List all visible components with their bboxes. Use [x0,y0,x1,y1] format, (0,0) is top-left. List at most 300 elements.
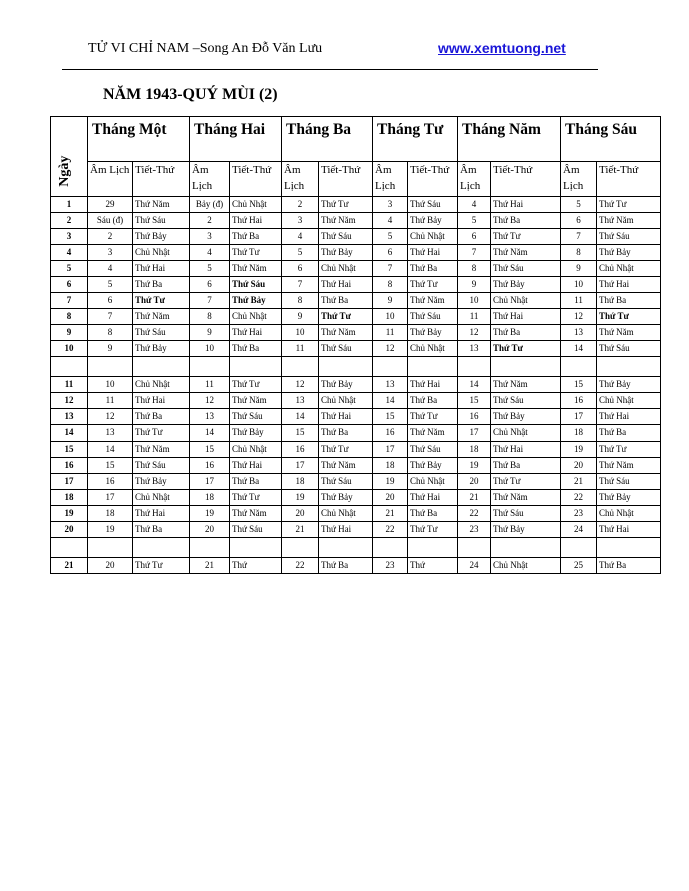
tiet-thu-cell: Chủ Nhật [133,377,190,393]
am-lich-cell: 18 [190,489,230,505]
am-lich-cell: 13 [561,325,597,341]
page-title: NĂM 1943-QUÝ MÙI (2) [103,86,278,103]
table-row [51,377,661,393]
tiet-thu-cell: Thứ Ba [133,409,190,425]
am-lich-cell: 19 [561,441,597,457]
tiet-thu-cell: Thứ Hai [491,441,561,457]
tiet-thu-cell: Thứ Ba [408,261,458,277]
tiet-thu-cell: Thứ Hai [408,245,458,261]
am-lich-cell: 22 [458,505,491,521]
table-row [51,261,661,277]
am-lich-cell: 19 [190,505,230,521]
am-lich-cell: 4 [458,196,491,212]
table-row [51,228,661,244]
am-lich-cell: 4 [88,261,133,277]
tiet-thu-cell [133,537,190,557]
tiet-thu-cell: Thứ Bảy [491,409,561,425]
am-lich-cell: 14 [561,341,597,357]
am-lich-cell [373,357,408,377]
am-lich-cell: 14 [373,393,408,409]
am-lich-cell: 8 [282,293,319,309]
tiet-thu-cell: Thứ Bảy [319,377,373,393]
am-lich-cell: 10 [561,277,597,293]
am-lich-cell: 8 [190,309,230,325]
am-lich-cell [88,537,133,557]
tiet-thu-cell: Thứ Sáu [491,505,561,521]
am-lich-cell [190,537,230,557]
am-lich-header: Âm Lịch [458,162,491,197]
tiet-thu-cell: Thứ Hai [230,457,282,473]
tiet-thu-cell: Thứ Tư [491,341,561,357]
am-lich-cell: 12 [88,409,133,425]
am-lich-cell: 7 [561,228,597,244]
month-header-3: Tháng Ba [282,117,373,162]
am-lich-cell: 13 [282,393,319,409]
am-lich-cell: 13 [190,409,230,425]
table-row [51,341,661,357]
am-lich-cell: 24 [561,521,597,537]
table-row [51,557,661,573]
am-lich-cell: 5 [88,277,133,293]
tiet-thu-cell: Thứ Sáu [230,521,282,537]
am-lich-cell: 9 [190,325,230,341]
am-lich-cell: 7 [282,277,319,293]
tiet-thu-cell [133,357,190,377]
table-row [51,196,661,212]
tiet-thu-cell: Thứ Sáu [491,261,561,277]
am-lich-cell: 3 [282,212,319,228]
tiet-thu-cell: Thứ Sáu [597,473,661,489]
am-lich-cell: 18 [88,505,133,521]
tiet-thu-cell: Thứ Bảy [133,473,190,489]
tiet-thu-cell: Thứ Tư [133,425,190,441]
table-row [51,425,661,441]
tiet-thu-cell: Thứ Năm [319,325,373,341]
tiet-thu-cell: Chủ Nhật [319,505,373,521]
am-lich-cell: 23 [373,557,408,573]
tiet-thu-cell: Chủ Nhật [408,473,458,489]
tiet-thu-cell: Thứ Ba [230,228,282,244]
tiet-thu-cell: Thứ Hai [319,409,373,425]
am-lich-cell: 18 [561,425,597,441]
am-lich-cell: 16 [282,441,319,457]
day-cell: 2 [51,212,88,228]
am-lich-header: Âm Lịch [282,162,319,197]
ngay-header [51,117,88,197]
day-cell: 21 [51,557,88,573]
tiet-thu-cell: Chủ Nhật [230,441,282,457]
tiet-thu-cell [597,357,661,377]
am-lich-cell: 29 [88,196,133,212]
tiet-thu-cell: Thứ Năm [491,245,561,261]
tiet-thu-cell: Thứ Ba [491,325,561,341]
am-lich-cell: 15 [458,393,491,409]
tiet-thu-cell [491,357,561,377]
tiet-thu-cell [408,357,458,377]
am-lich-cell: 6 [190,277,230,293]
day-cell: 15 [51,441,88,457]
tiet-thu-cell: Thứ Bảy [597,489,661,505]
am-lich-cell: 6 [373,245,408,261]
table-row [51,293,661,309]
tiet-thu-cell: Thứ Tư [597,309,661,325]
tiet-thu-cell: Thứ Ba [230,473,282,489]
am-lich-cell: 3 [373,196,408,212]
am-lich-cell [282,357,319,377]
tiet-thu-cell: Thứ Sáu [319,473,373,489]
tiet-thu-cell: Thứ Năm [408,425,458,441]
tiet-thu-cell: Thứ Năm [230,393,282,409]
am-lich-cell: 7 [373,261,408,277]
tiet-thu-cell: Chủ Nhật [133,245,190,261]
am-lich-cell [458,537,491,557]
lunar-calendar-table [50,116,661,574]
am-lich-cell: 22 [282,557,319,573]
tiet-thu-cell: Thứ Tư [408,409,458,425]
tiet-thu-cell: Thứ Hai [597,277,661,293]
tiet-thu-cell: Thứ Sáu [230,277,282,293]
tiet-thu-cell: Thứ Hai [408,377,458,393]
am-lich-cell: 20 [190,521,230,537]
tiet-thu-cell: Thứ Sáu [491,393,561,409]
am-lich-cell: 8 [458,261,491,277]
am-lich-cell: 23 [458,521,491,537]
table-row [51,457,661,473]
am-lich-cell: 5 [561,196,597,212]
am-lich-cell: 25 [561,557,597,573]
header-title: TỬ VI CHỈ NAM –Song An Đỗ Văn Lưu [88,41,323,56]
am-lich-cell: 17 [373,441,408,457]
am-lich-cell: 8 [373,277,408,293]
am-lich-cell: 20 [458,473,491,489]
tiet-thu-cell: Thứ Bảy [319,245,373,261]
am-lich-cell: 6 [88,293,133,309]
tiet-thu-cell: Thứ Sáu [597,228,661,244]
am-lich-cell: 2 [282,196,319,212]
am-lich-cell: 8 [561,245,597,261]
header-divider [62,69,598,70]
am-lich-cell [88,357,133,377]
tiet-thu-cell: Thứ Năm [319,212,373,228]
am-lich-cell: 7 [88,309,133,325]
table-row [51,505,661,521]
day-cell: 16 [51,457,88,473]
am-lich-cell: 14 [190,425,230,441]
am-lich-cell: 15 [282,425,319,441]
am-lich-cell: 16 [373,425,408,441]
am-lich-cell: 12 [373,341,408,357]
am-lich-cell: 9 [88,341,133,357]
tiet-thu-header: Tiết-Thứ [319,162,373,197]
tiet-thu-cell: Thứ Hai [133,261,190,277]
am-lich-cell: 11 [561,293,597,309]
table-row [51,393,661,409]
am-lich-cell: 20 [88,557,133,573]
am-lich-cell: 18 [458,441,491,457]
tiet-thu-cell: Thứ Bảy [597,377,661,393]
tiet-thu-cell: Thứ Sáu [319,228,373,244]
tiet-thu-cell [491,537,561,557]
day-cell: 4 [51,245,88,261]
day-cell [51,357,88,377]
tiet-thu-cell: Thứ Ba [491,212,561,228]
am-lich-cell: 8 [88,325,133,341]
am-lich-cell: 22 [561,489,597,505]
am-lich-cell: 5 [190,261,230,277]
tiet-thu-cell: Thứ Ba [597,293,661,309]
am-lich-cell: 17 [282,457,319,473]
am-lich-cell: 23 [561,505,597,521]
am-lich-cell: 14 [88,441,133,457]
am-lich-cell: 9 [561,261,597,277]
am-lich-cell: 2 [88,228,133,244]
am-lich-cell: 9 [373,293,408,309]
am-lich-cell: 10 [282,325,319,341]
am-lich-cell: 13 [88,425,133,441]
day-cell: 17 [51,473,88,489]
tiet-thu-cell: Chủ Nhật [491,425,561,441]
tiet-thu-cell: Thứ Tư [319,196,373,212]
tiet-thu-cell: Thứ Sáu [408,309,458,325]
am-lich-cell [561,357,597,377]
tiet-thu-cell: Thứ Hai [597,409,661,425]
am-lich-cell: 15 [373,409,408,425]
tiet-thu-cell: Thứ Bảy [408,325,458,341]
am-lich-cell: 11 [373,325,408,341]
tiet-thu-cell: Chủ Nhật [491,293,561,309]
table-row [51,357,661,377]
day-cell: 10 [51,341,88,357]
tiet-thu-cell: Thứ Sáu [133,325,190,341]
tiet-thu-cell: Thứ Ba [597,425,661,441]
am-lich-cell: Bảy (đ) [190,196,230,212]
tiet-thu-cell: Thứ Năm [408,293,458,309]
tiet-thu-cell: Thứ Năm [597,325,661,341]
am-lich-cell: 12 [458,325,491,341]
tiet-thu-cell: Thứ Năm [133,196,190,212]
table-row [51,489,661,505]
table-row [51,521,661,537]
tiet-thu-cell: Thứ Ba [597,557,661,573]
tiet-thu-cell [319,537,373,557]
tiet-thu-cell: Thứ Hai [319,521,373,537]
tiet-thu-cell: Thứ Ba [230,341,282,357]
am-lich-cell [190,357,230,377]
am-lich-cell: 11 [458,309,491,325]
tiet-thu-cell: Thứ Hai [319,277,373,293]
tiet-thu-cell: Thứ Ba [319,557,373,573]
tiet-thu-cell: Thứ Năm [491,377,561,393]
am-lich-cell: 18 [373,457,408,473]
table-row [51,473,661,489]
tiet-thu-cell: Chủ Nhật [319,261,373,277]
tiet-thu-cell: Thứ Tư [133,557,190,573]
tiet-thu-cell: Thứ Hai [230,212,282,228]
am-lich-cell: 3 [190,228,230,244]
am-lich-cell: 14 [282,409,319,425]
tiet-thu-cell: Thứ Hai [133,393,190,409]
tiet-thu-cell: Chủ Nhật [597,261,661,277]
tiet-thu-cell: Chủ Nhật [597,505,661,521]
table-row [51,277,661,293]
tiet-thu-cell: Thứ Tư [408,277,458,293]
am-lich-cell: Sáu (đ) [88,212,133,228]
am-lich-cell: 15 [88,457,133,473]
tiet-thu-cell [230,537,282,557]
month-header-2: Tháng Hai [190,117,282,162]
tiet-thu-cell: Thứ [230,557,282,573]
am-lich-cell: 24 [458,557,491,573]
day-cell: 1 [51,196,88,212]
am-lich-header: Âm Lịch [561,162,597,197]
am-lich-cell: 3 [88,245,133,261]
tiet-thu-cell: Chủ Nhật [491,557,561,573]
am-lich-cell: 22 [373,521,408,537]
am-lich-cell: 21 [458,489,491,505]
am-lich-cell: 5 [458,212,491,228]
am-lich-cell: 13 [458,341,491,357]
tiet-thu-cell: Thứ Tư [597,196,661,212]
am-lich-header: Âm Lịch [88,162,133,197]
tiet-thu-cell: Thứ Năm [133,309,190,325]
am-lich-cell: 19 [458,457,491,473]
am-lich-cell [458,357,491,377]
am-lich-cell: 7 [458,245,491,261]
tiet-thu-cell [408,537,458,557]
am-lich-cell: 6 [561,212,597,228]
tiet-thu-cell: Thứ Sáu [408,196,458,212]
tiet-thu-cell: Thứ Sáu [319,341,373,357]
tiet-thu-cell: Thứ Tư [230,245,282,261]
am-lich-cell: 17 [561,409,597,425]
tiet-thu-cell: Chủ Nhật [408,341,458,357]
tiet-thu-cell: Thứ Hai [408,489,458,505]
am-lich-cell: 6 [282,261,319,277]
tiet-thu-cell: Thứ Ba [491,457,561,473]
tiet-thu-cell: Thứ Sáu [230,409,282,425]
tiet-thu-cell: Thứ Sáu [133,457,190,473]
am-lich-cell: 16 [458,409,491,425]
am-lich-cell [282,537,319,557]
day-cell: 3 [51,228,88,244]
month-header-6: Tháng Sáu [561,117,661,162]
tiet-thu-cell: Thứ Bảy [230,293,282,309]
month-header-5: Tháng Năm [458,117,561,162]
day-cell: 11 [51,377,88,393]
month-header-4: Tháng Tư [373,117,458,162]
tiet-thu-cell: Thứ Năm [133,441,190,457]
day-cell: 19 [51,505,88,521]
tiet-thu-cell: Thứ Bảy [230,425,282,441]
am-lich-cell: 2 [190,212,230,228]
website-link[interactable]: www.xemtuong.net [438,40,566,56]
tiet-thu-cell: Thứ Bảy [491,521,561,537]
tiet-thu-cell: Thứ Sáu [597,341,661,357]
am-lich-cell: 14 [458,377,491,393]
tiet-thu-cell: Thứ Sáu [133,212,190,228]
tiet-thu-cell: Thứ Ba [408,393,458,409]
am-lich-cell: 4 [373,212,408,228]
am-lich-cell [373,537,408,557]
day-cell: 7 [51,293,88,309]
tiet-thu-cell: Thứ Bảy [408,457,458,473]
tiet-thu-header: Tiết-Thứ [491,162,561,197]
am-lich-cell: 6 [458,228,491,244]
am-lich-cell: 10 [458,293,491,309]
am-lich-cell: 21 [561,473,597,489]
ngay-label: Ngày [56,155,72,187]
tiet-thu-cell: Thứ Tư [319,309,373,325]
month-header-1: Tháng Một [88,117,190,162]
am-lich-cell: 17 [88,489,133,505]
tiet-thu-header: Tiết-Thứ [133,162,190,197]
day-cell: 12 [51,393,88,409]
tiet-thu-cell: Thứ Bảy [597,245,661,261]
tiet-thu-cell: Thứ Năm [597,212,661,228]
tiet-thu-cell: Thứ Bảy [319,489,373,505]
am-lich-cell: 16 [88,473,133,489]
tiet-thu-cell: Chủ Nhật [230,196,282,212]
tiet-thu-cell: Thứ Ba [133,277,190,293]
am-lich-cell: 19 [282,489,319,505]
tiet-thu-cell: Thứ Bảy [491,277,561,293]
tiet-thu-cell: Chủ Nhật [319,393,373,409]
tiet-thu-cell: Chủ Nhật [597,393,661,409]
tiet-thu-cell: Thứ Tư [491,228,561,244]
am-lich-cell: 21 [282,521,319,537]
tiet-thu-header: Tiết-Thứ [408,162,458,197]
am-lich-cell: 15 [190,441,230,457]
am-lich-cell: 13 [373,377,408,393]
am-lich-cell: 4 [190,245,230,261]
tiet-thu-cell: Thứ Hai [133,505,190,521]
table-row [51,309,661,325]
table-row [51,325,661,341]
am-lich-cell: 16 [561,393,597,409]
table-row [51,212,661,228]
am-lich-cell: 5 [282,245,319,261]
day-cell: 6 [51,277,88,293]
am-lich-cell: 5 [373,228,408,244]
am-lich-cell: 21 [373,505,408,521]
tiet-thu-cell: Thứ Hai [597,521,661,537]
am-lich-cell: 20 [561,457,597,473]
am-lich-cell: 15 [561,377,597,393]
tiet-thu-cell: Thứ Bảy [408,212,458,228]
am-lich-cell: 4 [282,228,319,244]
tiet-thu-cell [597,537,661,557]
am-lich-cell: 11 [282,341,319,357]
table-row [51,537,661,557]
am-lich-cell: 11 [88,393,133,409]
tiet-thu-cell: Chủ Nhật [408,228,458,244]
tiet-thu-cell: Thứ Tư [230,489,282,505]
tiet-thu-cell: Thứ Tư [319,441,373,457]
am-lich-cell: 11 [190,377,230,393]
am-lich-cell: 19 [373,473,408,489]
tiet-thu-cell: Chủ Nhật [230,309,282,325]
am-lich-cell [561,537,597,557]
day-cell: 9 [51,325,88,341]
am-lich-header: Âm Lịch [190,162,230,197]
tiet-thu-cell: Thứ Năm [491,489,561,505]
am-lich-cell: 7 [190,293,230,309]
table-row [51,245,661,261]
tiet-thu-cell: Thứ Tư [491,473,561,489]
tiet-thu-header: Tiết-Thứ [597,162,661,197]
am-lich-cell: 17 [190,473,230,489]
day-cell: 14 [51,425,88,441]
